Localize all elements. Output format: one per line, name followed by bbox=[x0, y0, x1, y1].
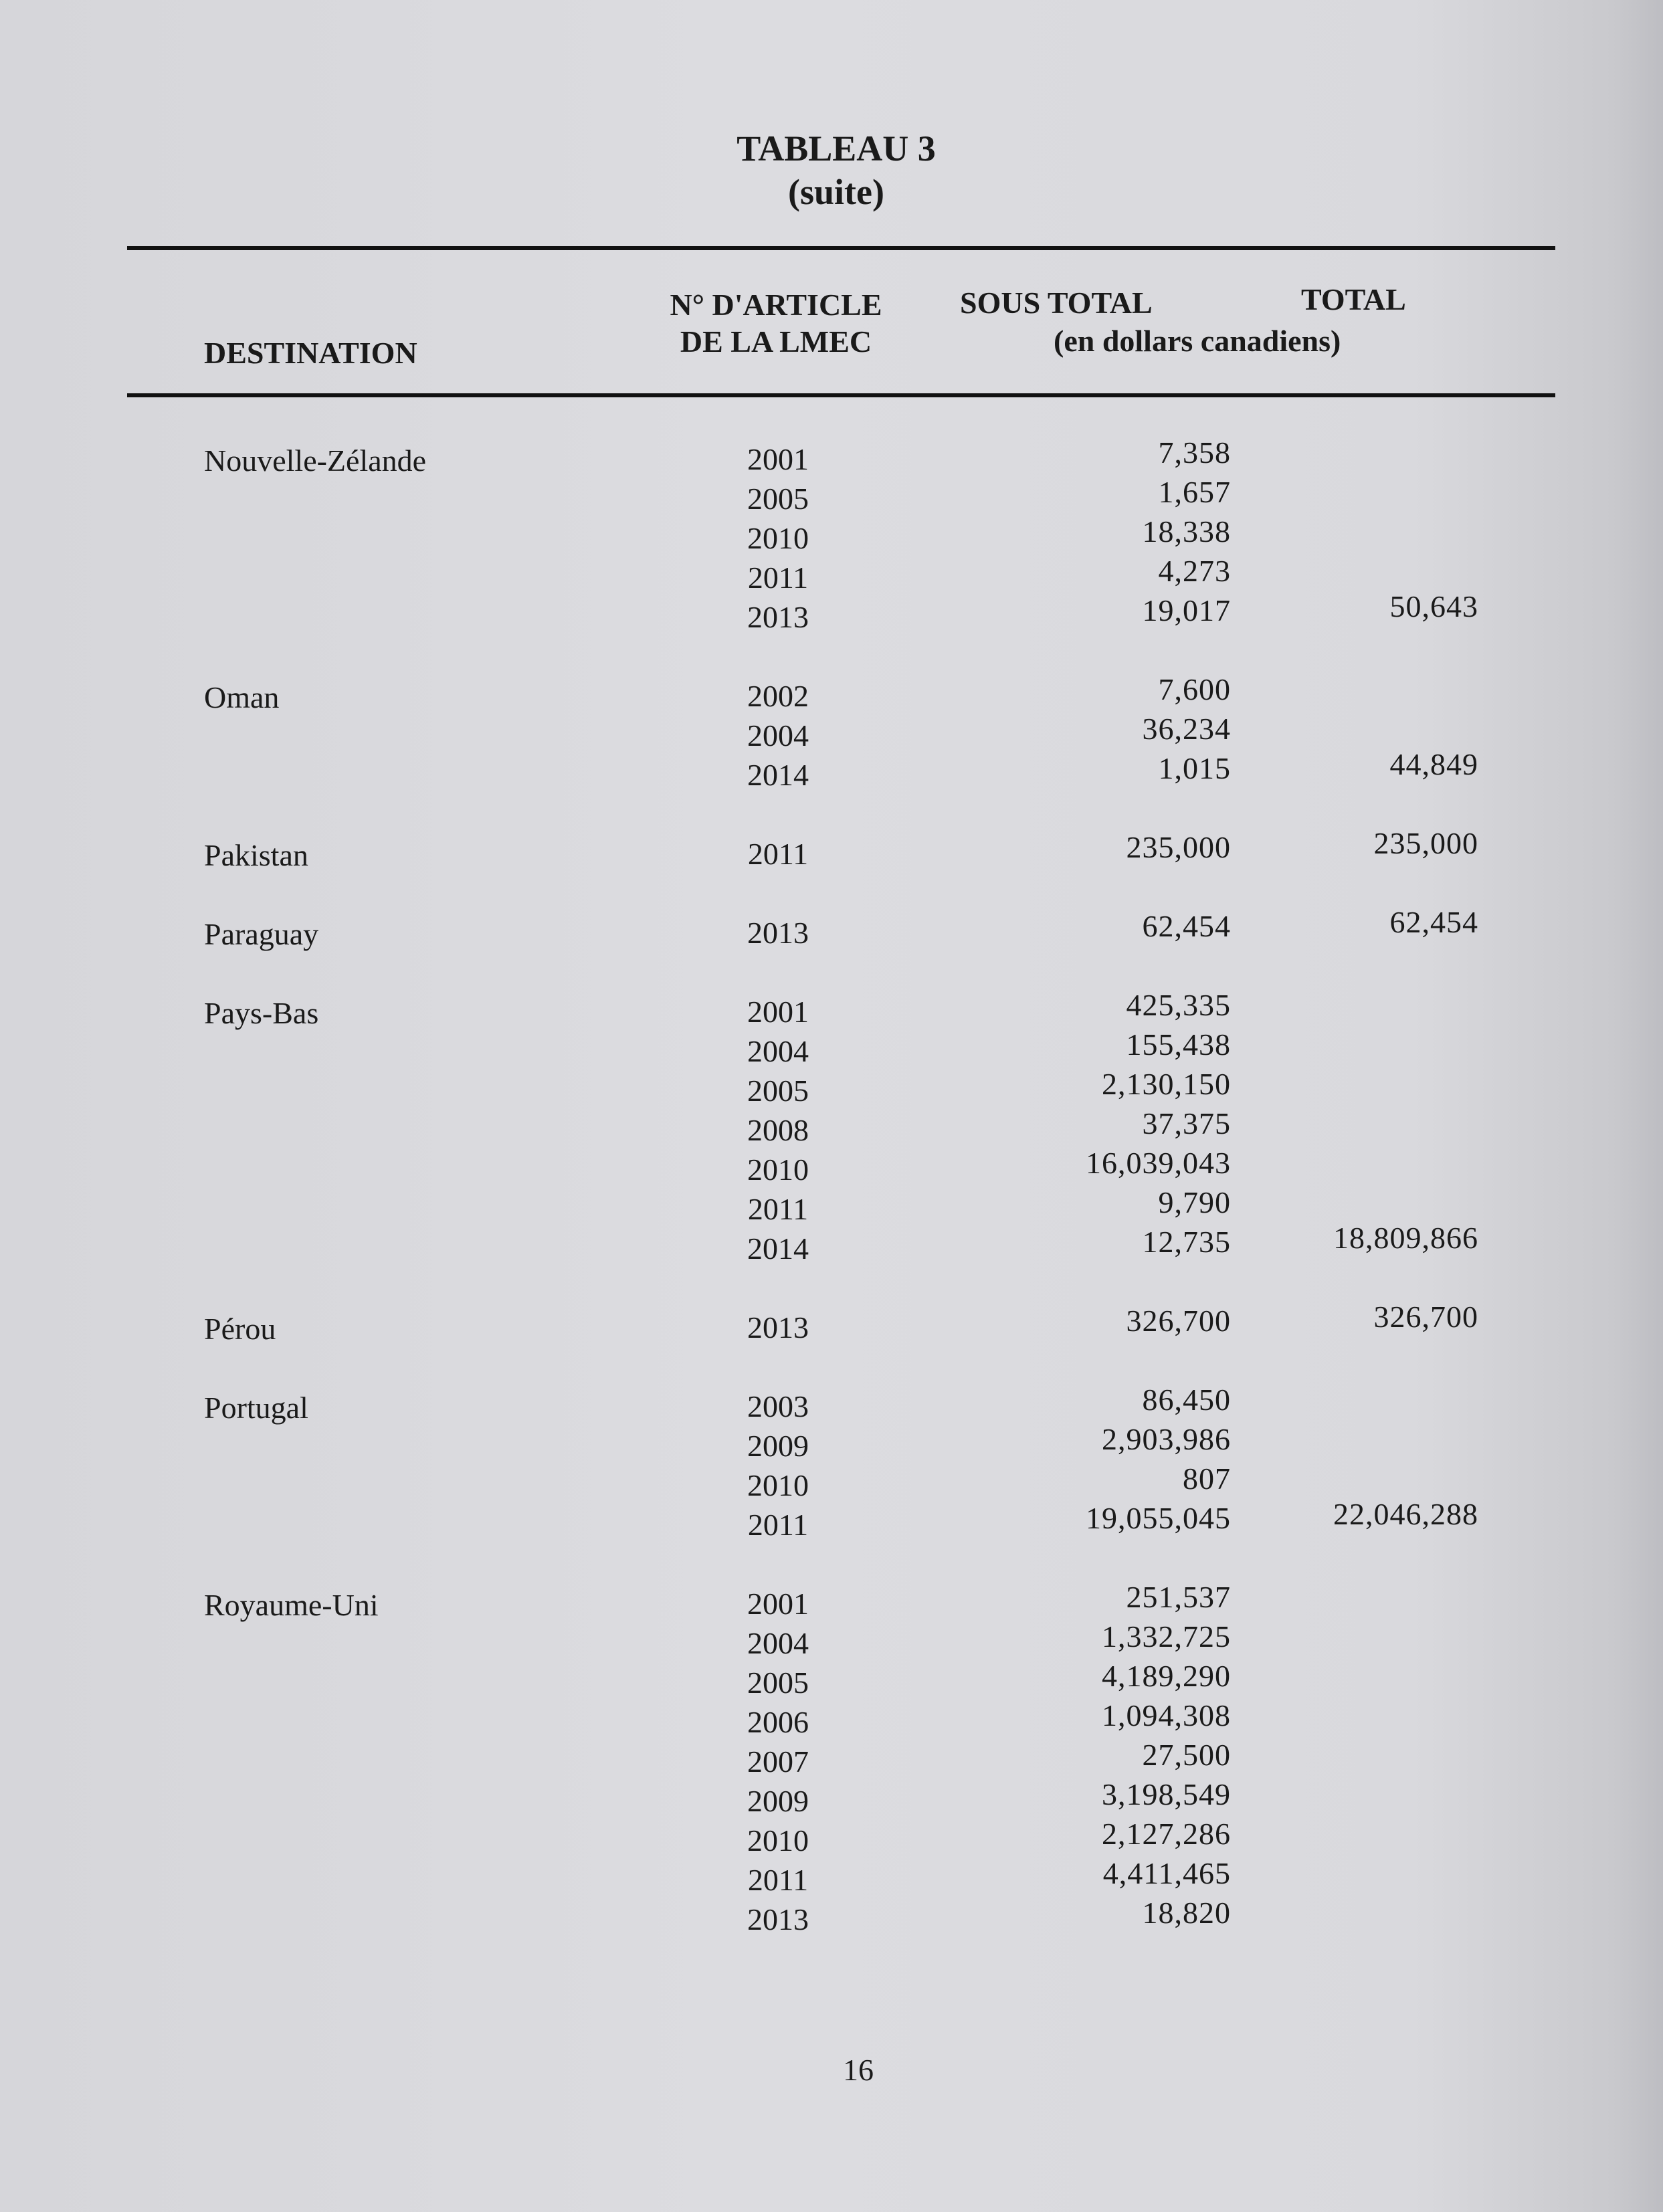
subtotal-cell: 155,438 bbox=[1126, 1027, 1231, 1062]
article-year-cell: 2001 bbox=[747, 995, 809, 1029]
header-article-line-2: DE LA LMEC bbox=[680, 324, 872, 359]
article-year-cell: 2008 bbox=[747, 1113, 809, 1147]
subtotal-cell: 19,017 bbox=[1142, 593, 1231, 627]
article-year-cell: 2010 bbox=[747, 521, 809, 555]
article-year-cell: 2011 bbox=[747, 837, 809, 871]
article-year-cell: 2005 bbox=[747, 482, 809, 516]
header-rule bbox=[127, 393, 1555, 397]
article-year-cell: 2007 bbox=[747, 1744, 809, 1779]
subtotal-cell: 19,055,045 bbox=[1086, 1501, 1231, 1535]
subtotal-cell: 9,790 bbox=[1158, 1185, 1231, 1219]
subtotal-cell: 807 bbox=[1183, 1462, 1231, 1496]
total-cell: 22,046,288 bbox=[1333, 1497, 1478, 1531]
article-year-cell: 2001 bbox=[747, 442, 809, 476]
top-rule bbox=[127, 246, 1555, 250]
subtotal-cell: 2,130,150 bbox=[1102, 1067, 1231, 1101]
article-year-cell: 2005 bbox=[747, 1666, 809, 1700]
article-year-cell: 2005 bbox=[747, 1074, 809, 1108]
article-year-cell: 2010 bbox=[747, 1823, 809, 1857]
header-total: TOTAL bbox=[1301, 282, 1406, 316]
destination-cell: Pays-Bas bbox=[204, 996, 319, 1030]
subtotal-cell: 27,500 bbox=[1142, 1738, 1231, 1772]
total-cell: 18,809,866 bbox=[1333, 1221, 1478, 1255]
page-number: 16 bbox=[843, 2053, 874, 2087]
article-year-cell: 2004 bbox=[747, 1626, 809, 1660]
article-year-cell: 2006 bbox=[747, 1705, 809, 1739]
destination-cell: Pérou bbox=[204, 1312, 276, 1346]
article-year-cell: 2014 bbox=[747, 758, 809, 792]
destination-cell: Portugal bbox=[204, 1391, 308, 1425]
article-year-cell: 2011 bbox=[747, 1192, 809, 1226]
subtotal-cell: 16,039,043 bbox=[1086, 1146, 1231, 1180]
subtotal-cell: 4,273 bbox=[1158, 554, 1231, 588]
total-cell: 235,000 bbox=[1373, 826, 1478, 860]
subtotal-cell: 1,015 bbox=[1158, 751, 1231, 785]
article-year-cell: 2001 bbox=[747, 1587, 809, 1621]
article-year-cell: 2003 bbox=[747, 1389, 809, 1423]
subtotal-cell: 4,411,465 bbox=[1102, 1856, 1231, 1890]
subtotal-cell: 1,657 bbox=[1158, 475, 1231, 509]
article-year-cell: 2013 bbox=[747, 1310, 809, 1344]
total-cell: 326,700 bbox=[1373, 1300, 1478, 1334]
subtotal-cell: 2,903,986 bbox=[1102, 1422, 1231, 1456]
subtotal-cell: 251,537 bbox=[1126, 1580, 1231, 1614]
article-year-cell: 2013 bbox=[747, 600, 809, 634]
article-year-cell: 2014 bbox=[747, 1231, 809, 1266]
title-line-1: TABLEAU 3 bbox=[737, 128, 936, 169]
article-year-cell: 2009 bbox=[747, 1429, 809, 1463]
header-article bbox=[629, 286, 923, 360]
subtotal-cell: 86,450 bbox=[1142, 1383, 1231, 1417]
article-year-cell: 2013 bbox=[747, 1902, 809, 1936]
subtotal-cell: 7,600 bbox=[1158, 672, 1231, 706]
article-year-cell: 2011 bbox=[747, 1508, 809, 1542]
article-year-cell: 2004 bbox=[747, 718, 809, 752]
destination-cell: Oman bbox=[204, 680, 280, 714]
subtotal-cell: 18,820 bbox=[1142, 1896, 1231, 1930]
article-year-cell: 2009 bbox=[747, 1784, 809, 1818]
destination-cell: Paraguay bbox=[204, 917, 319, 951]
article-year-cell: 2010 bbox=[747, 1468, 809, 1502]
article-year-cell: 2011 bbox=[747, 1863, 809, 1897]
article-year-cell: 2013 bbox=[747, 916, 809, 950]
destination-cell: Pakistan bbox=[204, 838, 308, 872]
subtotal-cell: 12,735 bbox=[1142, 1225, 1231, 1259]
subtotal-cell: 3,198,549 bbox=[1102, 1777, 1231, 1811]
total-cell: 50,643 bbox=[1389, 589, 1478, 623]
subtotal-cell: 37,375 bbox=[1142, 1106, 1231, 1140]
header-subtotal: SOUS TOTAL bbox=[960, 286, 1153, 320]
article-year-cell: 2004 bbox=[747, 1034, 809, 1068]
header-currency: (en dollars canadiens) bbox=[1054, 324, 1341, 358]
header-article-line-1: N° D'ARTICLE bbox=[670, 288, 882, 322]
subtotal-cell: 4,189,290 bbox=[1102, 1659, 1231, 1693]
total-cell: 44,849 bbox=[1389, 747, 1478, 781]
subtotal-cell: 18,338 bbox=[1142, 514, 1231, 548]
subtotal-cell: 1,332,725 bbox=[1102, 1619, 1231, 1653]
destination-cell: Royaume-Uni bbox=[204, 1588, 379, 1622]
article-year-cell: 2011 bbox=[747, 561, 809, 595]
subtotal-cell: 425,335 bbox=[1126, 988, 1231, 1022]
subtotal-cell: 62,454 bbox=[1142, 909, 1231, 943]
subtotal-cell: 1,094,308 bbox=[1102, 1698, 1231, 1732]
article-year-cell: 2002 bbox=[747, 679, 809, 713]
title-line-2: (suite) bbox=[788, 171, 884, 212]
subtotal-cell: 2,127,286 bbox=[1102, 1817, 1231, 1851]
total-cell: 62,454 bbox=[1389, 905, 1478, 939]
subtotal-cell: 36,234 bbox=[1142, 712, 1231, 746]
table-title bbox=[729, 127, 943, 214]
header-destination: DESTINATION bbox=[204, 336, 417, 370]
subtotal-cell: 7,358 bbox=[1158, 435, 1231, 470]
subtotal-cell: 235,000 bbox=[1126, 830, 1231, 864]
subtotal-cell: 326,700 bbox=[1126, 1304, 1231, 1338]
destination-cell: Nouvelle-Zélande bbox=[204, 443, 427, 478]
article-year-cell: 2010 bbox=[747, 1152, 809, 1187]
